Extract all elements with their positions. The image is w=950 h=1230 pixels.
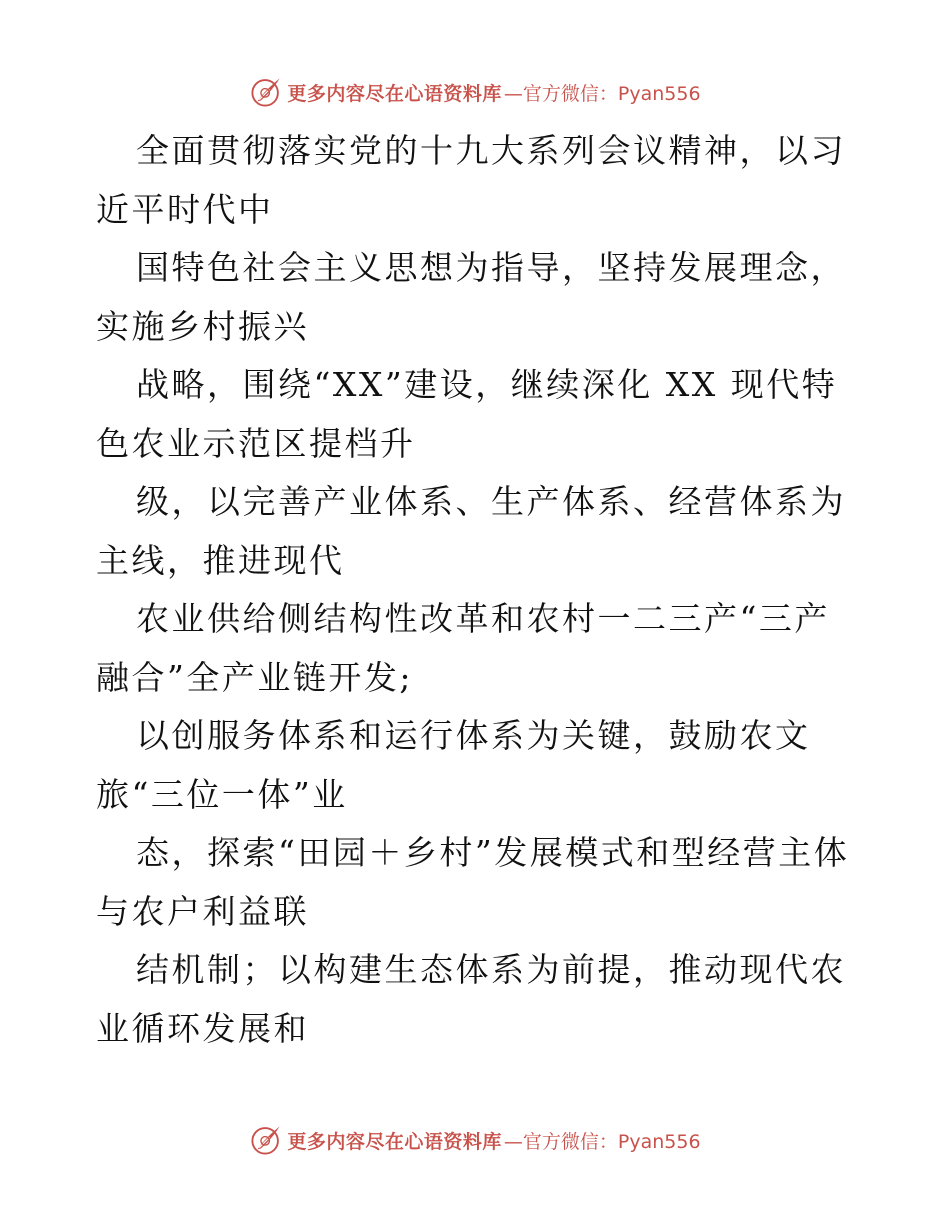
paragraph: 全面贯彻落实党的十九大系列会议精神，以习近平时代中 [96,131,846,229]
footer-watermark-banner [0,1120,950,1160]
quill-logo-icon [249,75,283,109]
banner-account-text: —官方微信：Pyan556 [503,82,701,105]
header-watermark-banner [0,72,950,112]
paragraph: 国特色社会主义思想为指导，坚持发展理念，实施乡村振兴 [96,248,846,346]
paragraph: 级，以完善产业体系、生产体系、经营体系为主线，推进现代 [96,482,846,580]
banner-site-text: 更多内容尽在心语资料库 [287,1130,502,1153]
paragraph: 农业供给侧结构性改革和农村一二三产“三产融合”全产业链开发; [96,599,830,697]
paragraph: 态，探索“田园＋乡村”发展模式和型经营主体与农户利益联 [96,833,850,931]
paragraph: 以创服务体系和运行体系为关键，鼓励农文 旅“三位一体”业 [96,716,811,814]
banner-site-text: 更多内容尽在心语资料库 [287,82,502,105]
banner-account-text: —官方微信：Pyan556 [503,1130,701,1153]
document-body [96,122,858,1058]
paragraph: 结机制；以构建生态体系为前提，推动现代农业循环发展和 [96,950,846,1048]
quill-logo-icon [249,1123,283,1157]
paragraph: 战略，围绕“XX”建设，继续深化 XX 现代特色农业示范区提档升 [96,365,838,463]
